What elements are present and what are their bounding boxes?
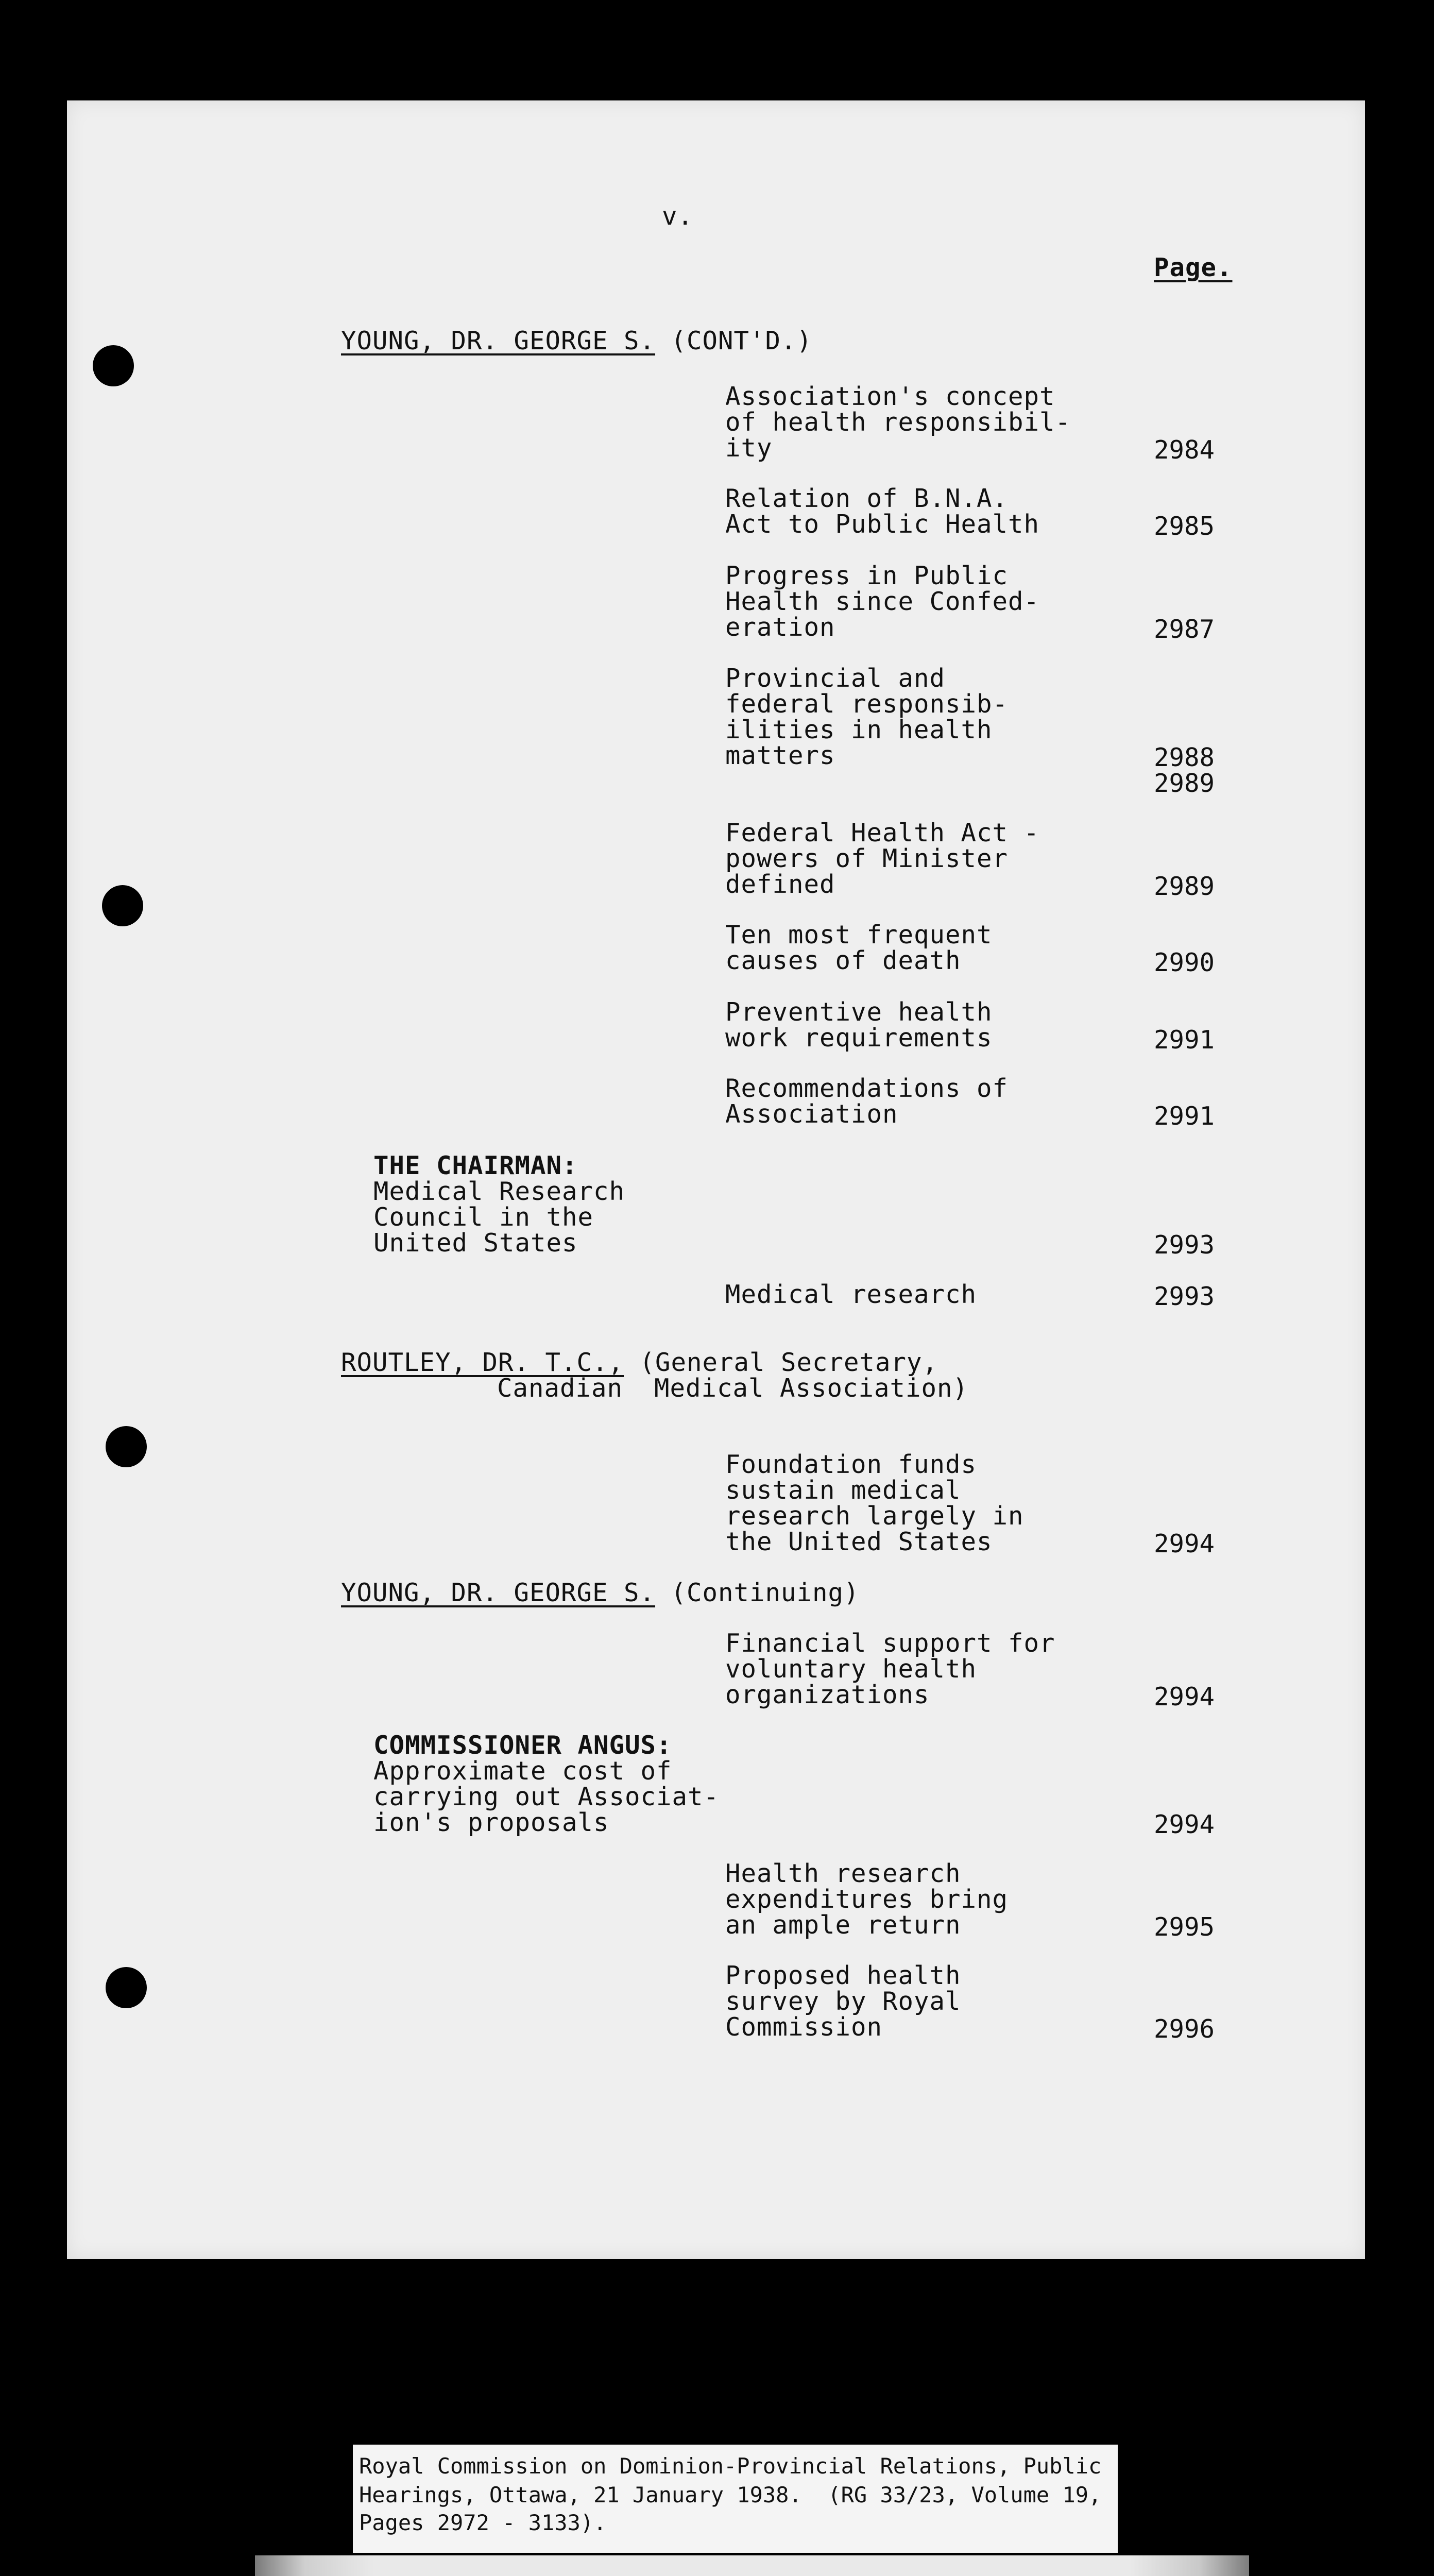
index-entry-line: Progress in Public (725, 561, 1009, 590)
index-entry-line: an ample return (725, 1910, 961, 1940)
index-entry-line: of health responsibil- (725, 408, 1071, 437)
index-entry-line: Medical research (725, 1280, 977, 1309)
page-reference: 2993 (1154, 1282, 1215, 1311)
section-heading-routley (341, 1350, 938, 1376)
index-entry-line: Commission (725, 2012, 883, 2042)
page-reference: 2989 (1154, 872, 1215, 901)
index-entry-line: ity (725, 433, 773, 463)
binder-hole (106, 1426, 147, 1467)
page-reference: 2989 (1154, 769, 1215, 798)
page-reference: 2994 (1154, 1529, 1215, 1558)
index-entry-line: Financial support for (725, 1629, 1055, 1658)
index-entry-line: Act to Public Health (725, 510, 1040, 539)
page-reference: 2987 (1154, 615, 1215, 644)
index-entry-line: survey by Royal (725, 1987, 961, 2016)
index-entry-line: Relation of B.N.A. (725, 484, 1009, 513)
speaker-topic-line: ion's proposals (373, 1808, 609, 1837)
citation-line: Royal Commission on Dominion-Provincial Relations, Public (359, 2453, 1102, 2479)
index-entry-line: Provincial and (725, 664, 946, 693)
index-entry-line: work requirements (725, 1023, 993, 1053)
index-entry-line: federal responsib- (725, 689, 1009, 719)
index-entry-line: research largely in (725, 1501, 1024, 1531)
index-entry-line: eration (725, 613, 835, 642)
speaker-topic-line: Council in the (373, 1202, 594, 1232)
page-column-header: Page. (1154, 253, 1233, 282)
speaker-name: ROUTLEY, DR. T.C., (341, 1348, 624, 1377)
speaker-topic-line: Medical Research (373, 1177, 625, 1206)
page-reference: 2988 (1154, 743, 1215, 772)
speaker-note: (CONT'D.) (655, 326, 813, 355)
speaker-topic-line: carrying out Associat- (373, 1782, 720, 1811)
index-entry-line: Association (725, 1099, 898, 1129)
index-entry-line: defined (725, 870, 835, 899)
binder-hole (102, 885, 143, 926)
speaker-label-angus: COMMISSIONER ANGUS: (373, 1731, 672, 1760)
index-entry-line: Foundation funds (725, 1450, 977, 1479)
index-entry-line: powers of Minister (725, 844, 1009, 873)
index-entry-line: Preventive health (725, 997, 993, 1027)
page-reference: 2984 (1154, 435, 1215, 465)
index-entry-line: Federal Health Act - (725, 818, 1040, 848)
page-reference: 2985 (1154, 512, 1215, 541)
index-entry-line: Health since Confed- (725, 587, 1040, 616)
index-entry-line: voluntary health (725, 1654, 977, 1684)
public-archives-stamp (255, 2555, 1249, 2576)
index-entry-line: organizations (725, 1680, 930, 1709)
source-citation-label (353, 2445, 1118, 2553)
speaker-topic-line: United States (373, 1228, 578, 1258)
index-entry-line: expenditures bring (725, 1885, 1009, 1914)
speaker-topic-line: Approximate cost of (373, 1756, 672, 1786)
section-heading-young-contd (341, 328, 812, 354)
speaker-name: YOUNG, DR. GEORGE S. (341, 1578, 656, 1607)
page-reference: 2994 (1154, 1682, 1215, 1711)
page-reference: 2993 (1154, 1230, 1215, 1260)
binder-hole (93, 345, 134, 386)
page-reference: 2996 (1154, 2014, 1215, 2044)
section-heading-young-continuing (341, 1580, 860, 1606)
page-reference: 2994 (1154, 1810, 1215, 1839)
speaker-note: (General Secretary, (624, 1348, 938, 1377)
speaker-note: (Continuing) (655, 1578, 860, 1607)
speaker-note: Canadian Medical Association) (497, 1374, 969, 1403)
index-entry-line: Recommendations of (725, 1074, 1009, 1103)
page-number: v. (662, 201, 694, 231)
index-entry-line: Proposed health (725, 1961, 961, 1990)
index-entry-line: Health research (725, 1859, 961, 1888)
page-reference: 2991 (1154, 1101, 1215, 1131)
index-entry-line: Association's concept (725, 382, 1055, 411)
citation-line: Pages 2972 - 3133). (359, 2510, 607, 2535)
page-reference: 2995 (1154, 1912, 1215, 1942)
speaker-label-chairman: THE CHAIRMAN: (373, 1151, 578, 1180)
index-entry-line: sustain medical (725, 1476, 961, 1505)
index-entry-line: Ten most frequent (725, 920, 993, 950)
index-entry-line: the United States (725, 1527, 993, 1556)
index-entry-line: causes of death (725, 946, 961, 975)
speaker-name: YOUNG, DR. GEORGE S. (341, 326, 656, 355)
binder-hole (106, 1967, 147, 2008)
index-entry-line: ilities in health (725, 715, 993, 744)
citation-line: Hearings, Ottawa, 21 January 1938. (RG 33/23, Volume 19, (359, 2482, 1102, 2507)
index-entry-line: matters (725, 741, 835, 770)
page-reference: 2990 (1154, 948, 1215, 977)
page-reference: 2991 (1154, 1025, 1215, 1055)
